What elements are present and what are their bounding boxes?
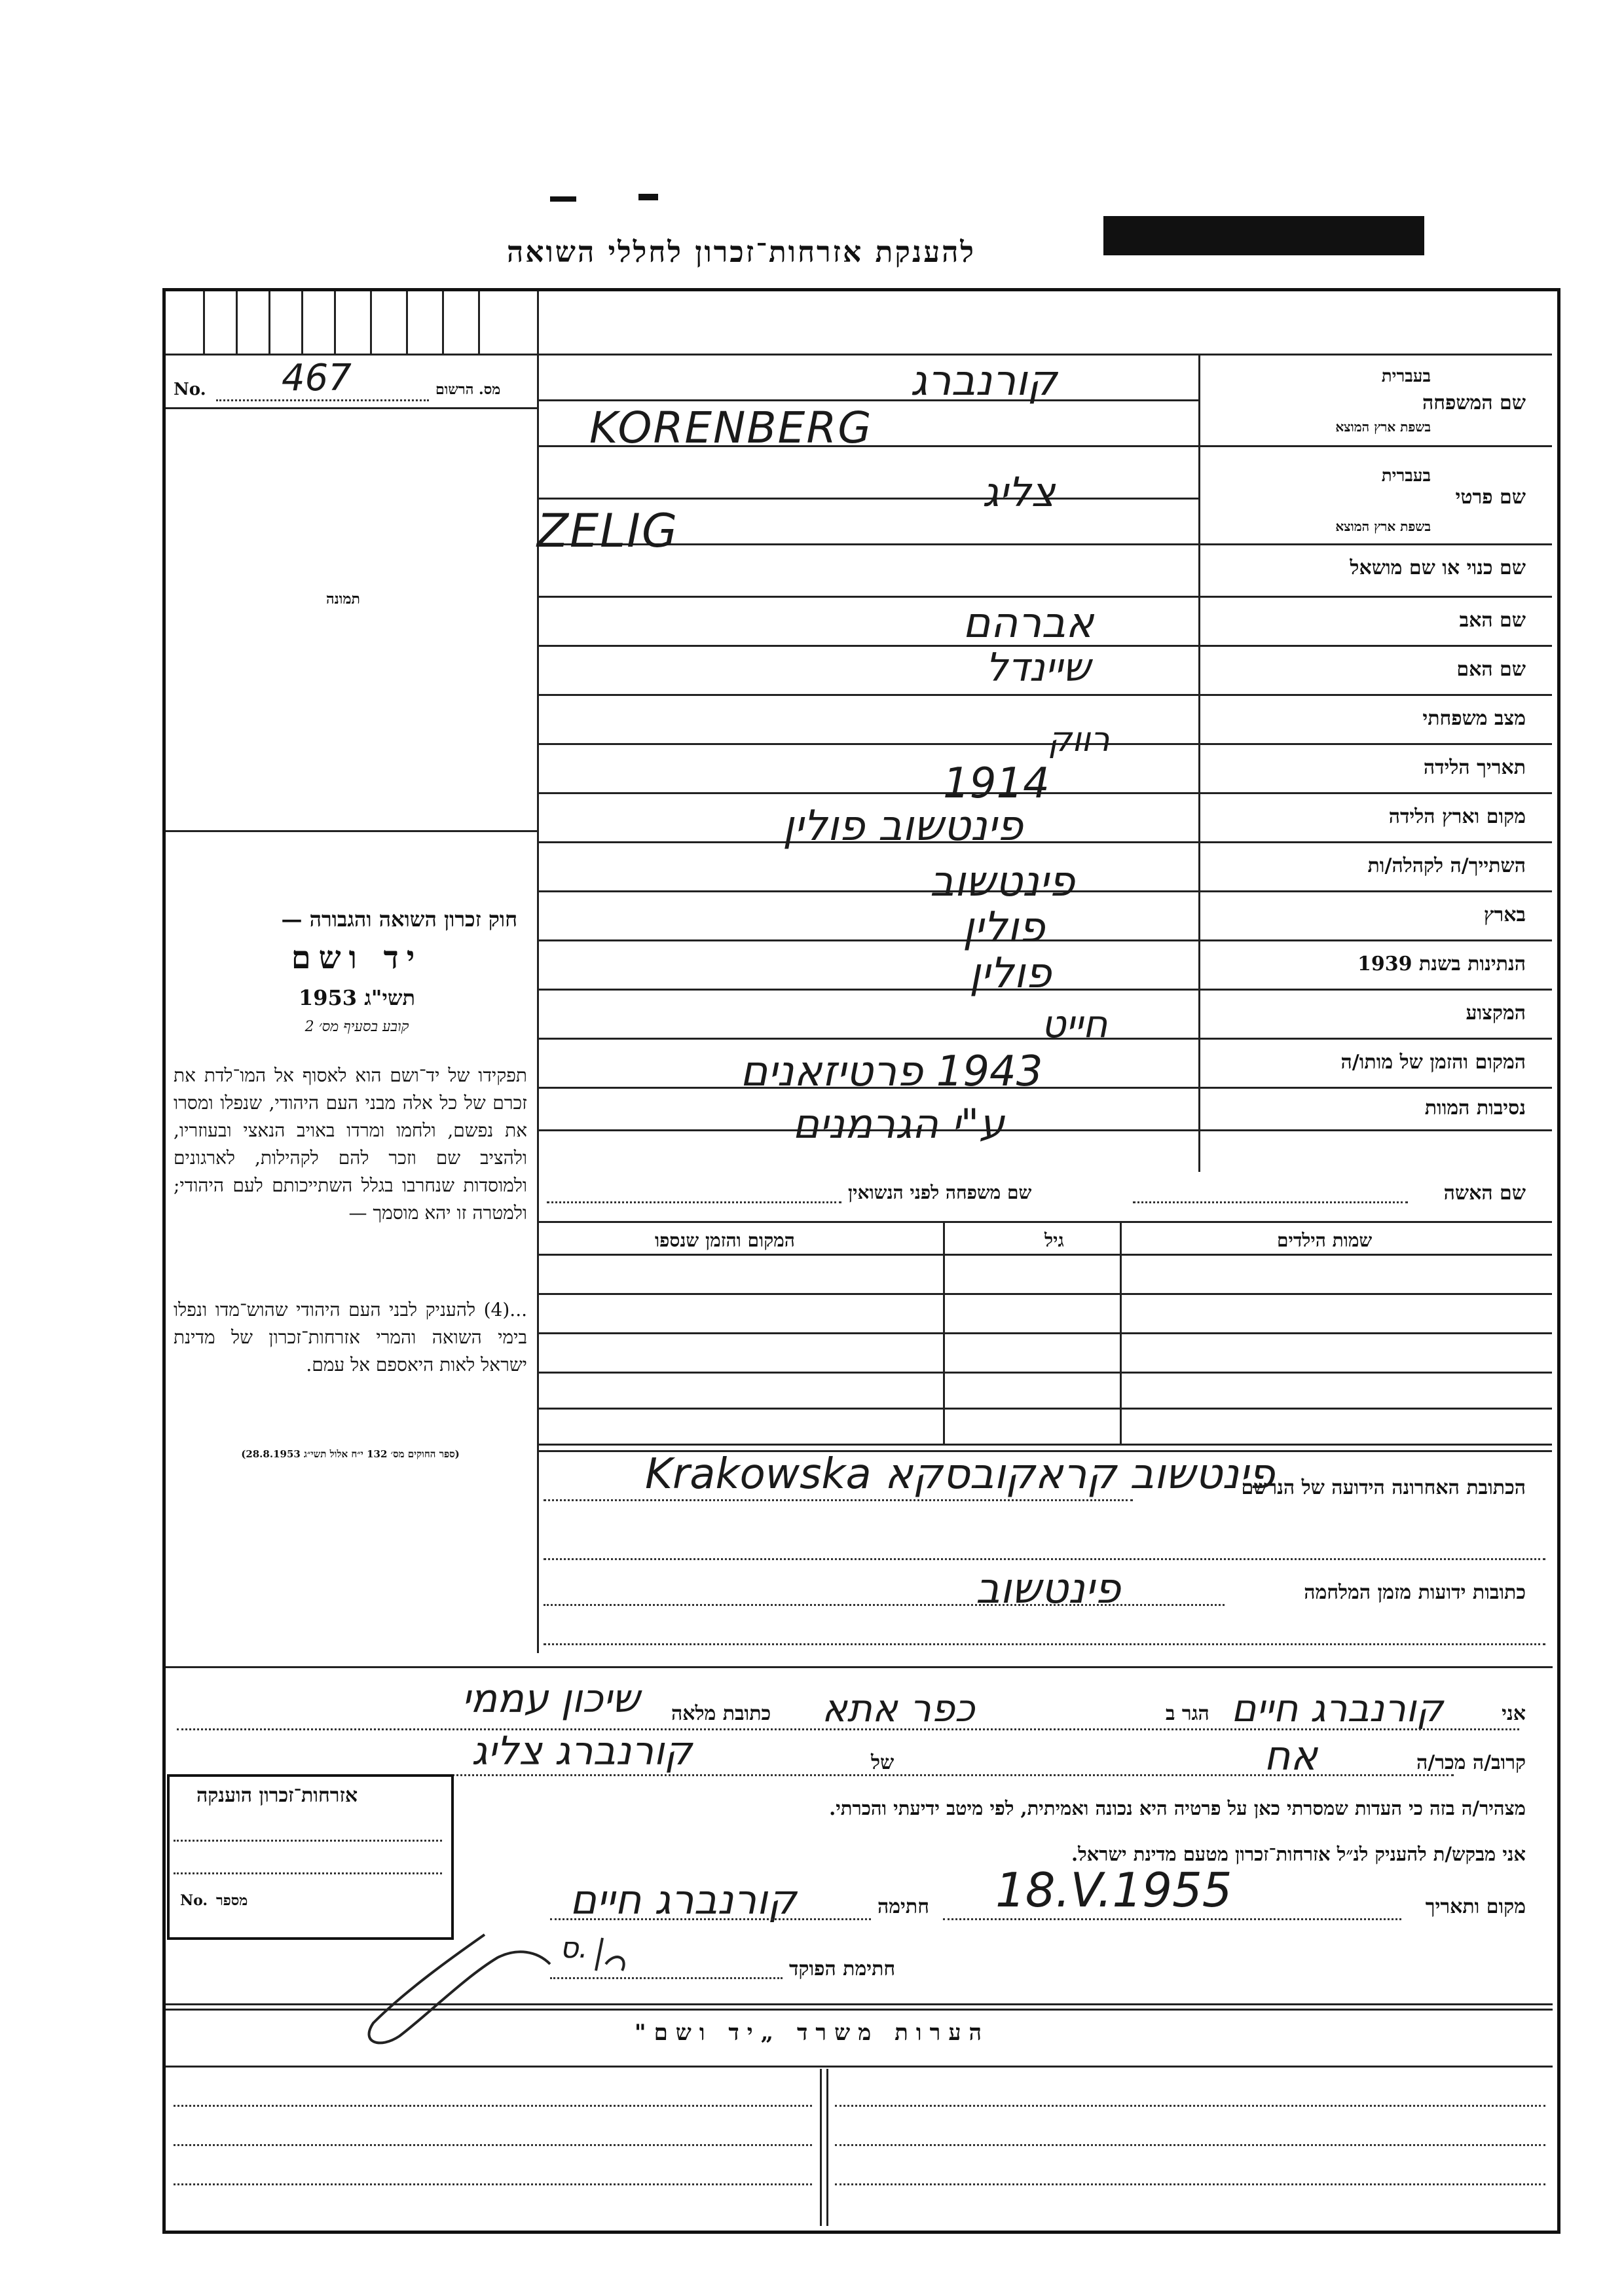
children-header-bottom — [537, 1254, 1552, 1256]
death-label: המקום והזמן של מותו/ה — [1340, 1051, 1526, 1074]
form-title: להענקת אזרחות־זכרון לחללי השואה — [506, 236, 976, 269]
place-date-label: מקום ותאריך — [1425, 1895, 1526, 1918]
declarant-address-value: שיכון עממי — [462, 1676, 640, 1722]
family-name-local-value: KORENBERG — [589, 403, 873, 453]
family-name-label: שם המשפחה — [1422, 392, 1526, 414]
law-section: קובע בסעיף מס׳ 2 — [304, 1019, 409, 1035]
first-name-label: שם פרטי — [1455, 486, 1526, 509]
office-line-left-2 — [174, 2144, 812, 2146]
row-line-e — [537, 596, 1552, 598]
top-cell-9 — [478, 291, 480, 354]
children-row-5 — [537, 1444, 1552, 1446]
reg-no-dots — [216, 399, 429, 401]
war-address-value: פינטשוב — [976, 1565, 1121, 1613]
spouse-maiden-label: שם משפחה לפני הנשואין — [848, 1182, 1032, 1203]
signature-value: קורנברג חיים — [570, 1876, 797, 1923]
office-line-right-1 — [835, 2105, 1545, 2107]
citizenship-box-line-1 — [174, 1840, 442, 1842]
top-row-bottom — [166, 354, 539, 355]
declarant-request: אני מבקש/ת להעניק לנ״ל אזרחות־זכרון מטעם מדינת ישראל. — [1071, 1843, 1526, 1865]
children-row-4 — [537, 1408, 1552, 1410]
office-line-right-2 — [835, 2144, 1545, 2146]
nationality-label: הנתינות בשנת 1939 — [1357, 953, 1526, 975]
reg-no-label: No. — [174, 380, 206, 399]
spouse-maiden-dots — [547, 1201, 841, 1203]
header-stamp — [1103, 216, 1424, 255]
row-line-p — [537, 1129, 1552, 1131]
relative-label: קרוב/ה מכר/ה — [1416, 1751, 1526, 1774]
war-address-dots — [544, 1604, 1225, 1606]
signature-label: חתימה — [877, 1895, 929, 1918]
family-name-local-label: בשפת ארץ המוצא — [1335, 419, 1431, 435]
row-line-c — [537, 498, 1198, 500]
children-row-2 — [537, 1332, 1552, 1334]
country-value: פולין — [963, 903, 1045, 952]
last-address-dots — [544, 1499, 1133, 1501]
date-dots — [943, 1918, 1401, 1920]
citizenship-box-title: אזרחות־זכרון הוענקה — [196, 1784, 358, 1807]
birth-place-label: מקום וארץ הלידה — [1388, 805, 1526, 828]
top-cell-8 — [442, 291, 444, 354]
office-line-left-3 — [174, 2183, 812, 2185]
office-divider-1 — [820, 2069, 822, 2226]
children-row-1 — [537, 1293, 1552, 1295]
last-address-label: הכתובת האחרונה הידועה של הנרשם — [1241, 1476, 1526, 1499]
label-column-divider — [1198, 354, 1200, 1172]
country-label: בארץ — [1483, 903, 1526, 926]
header-stamp-marks — [550, 196, 576, 202]
declarant-line-1 — [177, 1728, 1519, 1730]
declarant-statement: מצהיר/ה בזה כי העדות שמסרתי כאן על פרטיה היא נכונה ואמיתית, לפי מיטב ידיעתי והכרתי. — [829, 1797, 1526, 1819]
death-value: 1943 פרטיזאנים — [740, 1048, 1043, 1096]
circumstances-label: נסיבות המוות — [1424, 1097, 1526, 1120]
spouse-label: שם האשה — [1443, 1182, 1526, 1205]
marital-label: מצב משפחתי — [1422, 707, 1526, 730]
law-title: חוק זכרון השואה והגבורה — — [281, 907, 517, 932]
nickname-label: שם כנוי או שם מושאל — [1350, 556, 1526, 579]
reg-no-he-label: מס. הרשום — [435, 381, 501, 398]
declarant-i-label: אני — [1502, 1702, 1526, 1725]
photo-bottom — [166, 830, 539, 832]
profession-label: המקצוע — [1466, 1002, 1526, 1025]
row-line-j — [537, 841, 1552, 843]
top-cell-4 — [301, 291, 303, 354]
father-value: אברהם — [963, 599, 1094, 647]
top-cell-6 — [370, 291, 372, 354]
photo-label: תמונה — [326, 591, 360, 608]
top-cell-1 — [203, 291, 205, 354]
profession-value: חייט — [1041, 1002, 1108, 1046]
office-line-right-3 — [835, 2183, 1545, 2185]
declaration-top — [166, 1666, 1553, 1668]
top-cell-5 — [334, 291, 336, 354]
row-line-a — [537, 399, 1198, 401]
spouse-row-bottom — [537, 1221, 1552, 1223]
of-value: קורנברג צליג — [471, 1728, 693, 1774]
law-year: תשי"ג 1953 — [299, 985, 415, 1010]
main-top-line — [537, 354, 1552, 355]
last-address-dots-2 — [544, 1558, 1545, 1560]
community-value: פינטשוב — [930, 858, 1075, 906]
header-stamp-marks-2 — [638, 194, 658, 200]
mother-label: שם האם — [1456, 658, 1526, 681]
office-title: הערות משרד „יד ושם" — [634, 2020, 990, 2046]
circumstances-value: ע"י הגרמנים — [792, 1100, 1005, 1148]
date-value: 18.V.1955 — [995, 1863, 1232, 1918]
children-header-names: שמות הילדים — [1277, 1230, 1373, 1251]
spouse-dots — [1133, 1201, 1408, 1203]
officer-label: חתימת הפוקד — [789, 1958, 896, 1980]
top-cell-7 — [406, 291, 408, 354]
family-name-hebrew-label: בעברית — [1381, 367, 1431, 386]
war-address-dots-2 — [544, 1643, 1545, 1645]
children-header-age: גיל — [1044, 1230, 1064, 1251]
community-label: השתייך/ה לקהלה/ות — [1367, 854, 1526, 877]
family-name-hebrew-value: קורנברג — [910, 357, 1058, 405]
declarant-resident-label: הגר ב — [1166, 1702, 1209, 1725]
mother-value: שיינדל — [986, 645, 1091, 691]
declarant-resident-value: כפר אתא — [822, 1686, 975, 1730]
row-line-h — [537, 743, 1552, 745]
birth-place-value: פינטשוב פולין — [783, 802, 1024, 850]
law-paragraph-2: ...(4) להעניק לבני העם היהודי שהוש־מדו ונפלו בימי השואה והמרי אזרחות־זכרון של מדינת ישראל לאות היאספם אל עמם. — [174, 1299, 527, 1376]
first-name-local-label: בשפת ארץ המוצא — [1335, 519, 1431, 534]
declarant-name: קורנברג חיים — [1231, 1686, 1443, 1730]
last-address-value: פינטשוב קראקובסקא Krakowska — [645, 1450, 1275, 1499]
office-divider-2 — [826, 2069, 828, 2226]
of-label: של — [871, 1751, 895, 1774]
citizenship-box-no-he: מספר — [216, 1892, 248, 1909]
office-top-2 — [166, 2009, 1553, 2011]
law-footnote: (ספר החוקים מס׳ 132 י״ח אלול תשי״ג 28.8.1953) — [241, 1448, 460, 1460]
row-line-o — [537, 1087, 1552, 1089]
officer-signature-scribble — [354, 1918, 655, 2069]
birth-date-value: 1914 — [943, 759, 1050, 808]
office-line-left-1 — [174, 2105, 812, 2107]
relation-value: אח — [1264, 1732, 1318, 1779]
declarant-address-label: כתובת מלאה — [671, 1702, 771, 1725]
row-line-d — [537, 543, 1552, 545]
office-title-bottom — [166, 2066, 1553, 2068]
reg-row-bottom — [166, 407, 539, 409]
birth-date-label: תאריך הלידה — [1423, 756, 1526, 779]
top-cell-3 — [268, 291, 270, 354]
office-top-1 — [166, 2003, 1553, 2005]
first-name-hebrew-value: צליג — [982, 468, 1056, 516]
children-header-place: המקום והזמן שנספו — [655, 1230, 795, 1251]
war-address-label: כתובות ידועות מזמן המלחמה — [1304, 1581, 1526, 1604]
father-label: שם האב — [1459, 609, 1526, 632]
sidebar-divider — [537, 291, 539, 1653]
citizenship-box-no: No. — [180, 1892, 208, 1909]
top-cell-2 — [236, 291, 238, 354]
children-row-3 — [537, 1372, 1552, 1374]
citizenship-box-line-2 — [174, 1872, 442, 1874]
first-name-hebrew-label: בעברית — [1381, 466, 1431, 486]
reg-no-value: 467 — [282, 357, 352, 399]
first-name-local-value: ZELIG — [537, 504, 679, 558]
officer-value: ס. — [560, 1931, 588, 1965]
yad-vashem-title: יד ושם — [291, 939, 423, 976]
law-paragraph-1: תפקידו של יד־ושם הוא לאסוף אל המו־לדת את זכרם של כל אלה מבני העם היהודי, שנפלו ומסרו את נפשם, ולחמו ומרדו באויב הנאצי ובעוזריו, ולהציב שם וזכר להם לקהילות, לארגונים ולמוסדות שנחרבו בגלל השתייכותם לעם היהודי; ולמטרה זו יהא מוסמך — — [174, 1065, 527, 1224]
row-line-g — [537, 694, 1552, 696]
nationality-value: פולין — [969, 949, 1052, 998]
marital-value: רווק — [1048, 720, 1110, 759]
